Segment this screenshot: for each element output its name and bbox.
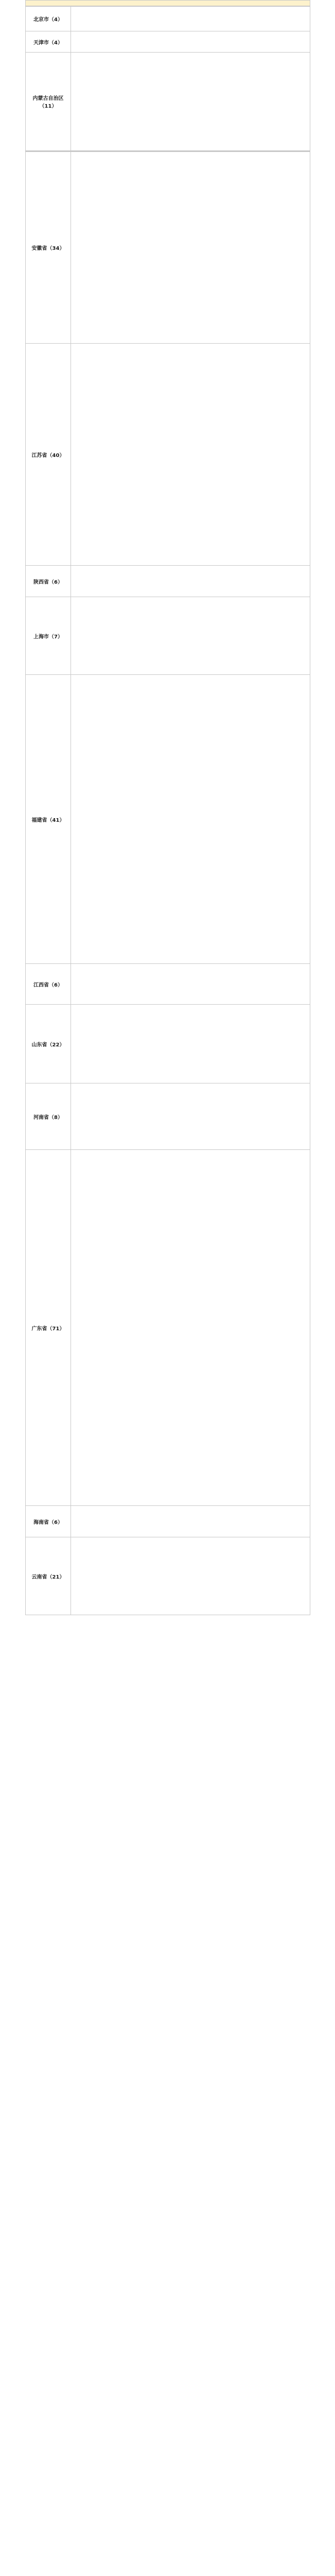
province-name: 陕西省（6）: [26, 566, 71, 597]
area-list: [71, 344, 310, 565]
province-name: 内蒙古自治区（11）: [26, 53, 71, 150]
area-list: [71, 1537, 310, 1615]
province-row: [26, 31, 310, 53]
province-row: [26, 597, 310, 675]
area-list: [71, 964, 310, 1004]
province-row: [26, 344, 310, 566]
area-list: [71, 597, 310, 674]
document-header: [26, 1, 310, 6]
province-row: [26, 964, 310, 1005]
area-list: [71, 7, 310, 31]
province-name: 江苏省（40）: [26, 344, 71, 565]
province-row: [26, 1506, 310, 1537]
province-name: 安徽省（34）: [26, 152, 71, 343]
area-list: [71, 1083, 310, 1149]
province-name: 江西省（6）: [26, 964, 71, 1004]
province-row: [26, 1083, 310, 1150]
province-name: 北京市（4）: [26, 7, 71, 31]
province-name: 广东省（71）: [26, 1150, 71, 1505]
province-row: [26, 675, 310, 964]
risk-area-table: [25, 0, 310, 1615]
province-name: 云南省（21）: [26, 1537, 71, 1615]
province-row: [26, 152, 310, 344]
province-name: 天津市（4）: [26, 31, 71, 52]
area-list: [71, 1005, 310, 1083]
area-list: [71, 31, 310, 52]
province-name: 福建省（41）: [26, 675, 71, 963]
province-row: [26, 1005, 310, 1083]
province-row: [26, 1537, 310, 1615]
area-list: [71, 152, 310, 343]
province-name: 海南省（6）: [26, 1506, 71, 1537]
province-row: [26, 7, 310, 31]
area-list: [71, 675, 310, 963]
area-list: [71, 1506, 310, 1537]
province-row: [26, 1150, 310, 1506]
area-list: [71, 566, 310, 597]
table-body: [26, 6, 310, 1615]
area-list: [71, 1150, 310, 1505]
area-list: [71, 53, 310, 150]
province-name: 河南省（8）: [26, 1083, 71, 1149]
province-name: 山东省（22）: [26, 1005, 71, 1083]
province-row: [26, 566, 310, 597]
province-row: [26, 53, 310, 151]
province-name: 上海市（7）: [26, 597, 71, 674]
